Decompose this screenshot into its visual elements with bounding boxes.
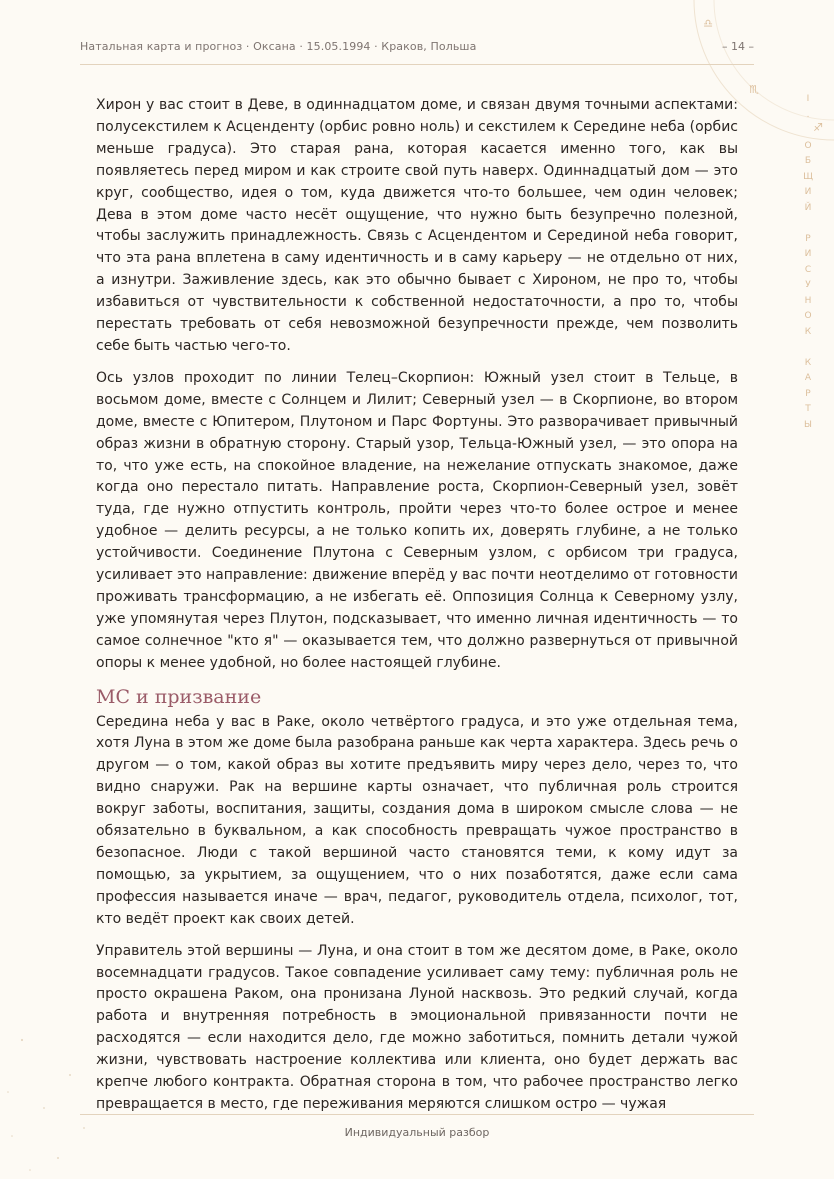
paragraph-chiron: Хирон у вас стоит в Деве, в одиннадцатом доме, и связан двумя точными аспектами: полусекстилем к Асценденту (орбис ровно ноль) и секстилем к Середине неба (орбис меньше градуса). Это старая рана, которая касается именно того, как вы появляетесь перед миром и как строите свой путь наверх. Одиннадцатый дом — это круг, сообщество, идея о том, куда движется что-то большее, чем один человек; Дева в этом доме часто несёт ощущение, что нужно быть безупречно полезной, чтобы заслужить принадлежность. Связь с Асцендентом и Серединой неба говорит, что эта рана вплетена в саму идентичность и в саму карьеру — не отдельно от них, а изнутри. Заживление здесь, как это обычно бывает с Хироном, не про то, чтобы избавиться от чувствительности к собственной недостаточности, а про то, чтобы перестать требовать от себя невозможной безупречности прежде, чем позволить себе быть частью чего-то.	[96, 97, 738, 354]
star-dots	[7, 1039, 85, 1171]
side-label-letter: А	[804, 373, 812, 383]
side-label-letter: .	[806, 109, 810, 120]
side-label-letter: I	[806, 94, 810, 104]
paragraph-mc: Середина неба у вас в Раке, около четвёртого градуса, и это уже отдельная тема, хотя Луна в этом же доме была разобрана раньше как черта характера. Здесь речь о другом — о том, какой образ вы хотите предъявить миру через дело, через то, что видно снаружи. Рак на вершине карты означает, что публичная роль строится вокруг заботы, воспитания, защиты, создания дома в широком смысле слова — не обязательно в буквальном, а как способность превращать чужое пространство в безопасное. Люди с такой вершиной часто становятся теми, к кому идут за помощью, за укрытием, за ощущением, что о них позаботятся, даже если сама профессия называется иначе — врач, педагог, руководитель отдела, психолог, тот, кто ведёт проект как своих детей.	[96, 713, 738, 927]
side-label-letter: И	[804, 187, 812, 197]
page-number: – 14 –	[722, 40, 754, 53]
side-label-letter: Й	[804, 202, 812, 213]
side-label-letter: К	[804, 357, 812, 368]
side-label-letter	[802, 340, 814, 356]
side-label-letter: Б	[804, 156, 812, 166]
scorpio-icon: ♏	[749, 83, 759, 96]
side-label-letter: Т	[805, 404, 811, 414]
side-label-letter: С	[804, 264, 812, 275]
sagittarius-icon: ♐	[813, 121, 823, 134]
side-label-letter: Н	[804, 295, 812, 306]
side-label-letter	[802, 216, 814, 232]
header-meta: Натальная карта и прогноз · Оксана · 15.05.1994 · Краков, Польша	[80, 40, 477, 53]
page-footer	[80, 1114, 754, 1139]
side-label-letter: И	[804, 249, 812, 259]
section-heading: MC и призвание	[96, 685, 262, 708]
side-label-letter: О	[804, 311, 812, 321]
side-label-letter: Р	[805, 388, 811, 399]
libra-icon: ♎	[703, 17, 713, 30]
paragraph-nodes: Ось узлов проходит по линии Телец–Скорпион: Южный узел стоит в Тельце, в восьмом доме, вместе с Солнцем и Лилит; Северный узел — в Скорпионе, во втором доме, вместе с Юпитером, Плутоном и Парс Фортуны. Это разворачивает привычный образ жизни в обратную сторону. Старый узор, Тельца-Южный узел, — это опора на то, что уже есть, на спокойное владение, на нежелание отпускать знакомое, даже когда оно перестало питать. Направление роста, Скорпион-Северный узел, зовёт туда, где нужно отпустить контроль, пройти через что-то более острое и менее удобное — делить ресурсы, а не только копить их, доверять глубине, а не только устойчивости. Соединение Плутона с Северным узлом, с орбисом три градуса, усиливает это направление: движение вперёд у вас почти неотделимо от готовности проживать трансформацию, а не избегать её. Оппозиция Солнца к Северному узлу, уже упомянутая через Плутон, подсказывает, что именно личная идентичность — то самое солнечное "кто я" — оказывается тем, что должно развернуться от привычной опоры к менее удобной, но более настоящей глубине.	[96, 369, 738, 671]
page-content	[96, 95, 738, 1126]
side-label-letter: О	[804, 140, 812, 151]
side-label-letter: Р	[805, 233, 811, 244]
side-label-letter: К	[804, 326, 812, 337]
footer-text: Индивидуальный разбор	[344, 1126, 490, 1139]
side-label-letter: Ы	[804, 419, 812, 430]
side-label-letter: У	[805, 280, 811, 290]
paragraph-mc-ruler: Управитель этой вершины — Луна, и она стоит в том же десятом доме, в Раке, около восемнадцати градусов. Такое совпадение усиливает саму тему: публичная роль не просто окрашена Раком, она пронизана Луной насквозь. Это редкий случай, когда работа и внутренняя потребность в эмоциональной привязанности почти не расходятся — если находится дело, где можно заботиться, помнить детали чужой жизни, чувствовать настроение коллектива или клиента, оно будет держать вас крепче любого контракта. Обратная сторона в том, что рабочее пространство легко превращается в место, где переживания меряются слишком остро — чужая	[96, 942, 738, 1112]
page-header	[80, 40, 754, 65]
side-label-letter: Щ	[803, 171, 813, 182]
section-vertical-label	[802, 92, 814, 433]
